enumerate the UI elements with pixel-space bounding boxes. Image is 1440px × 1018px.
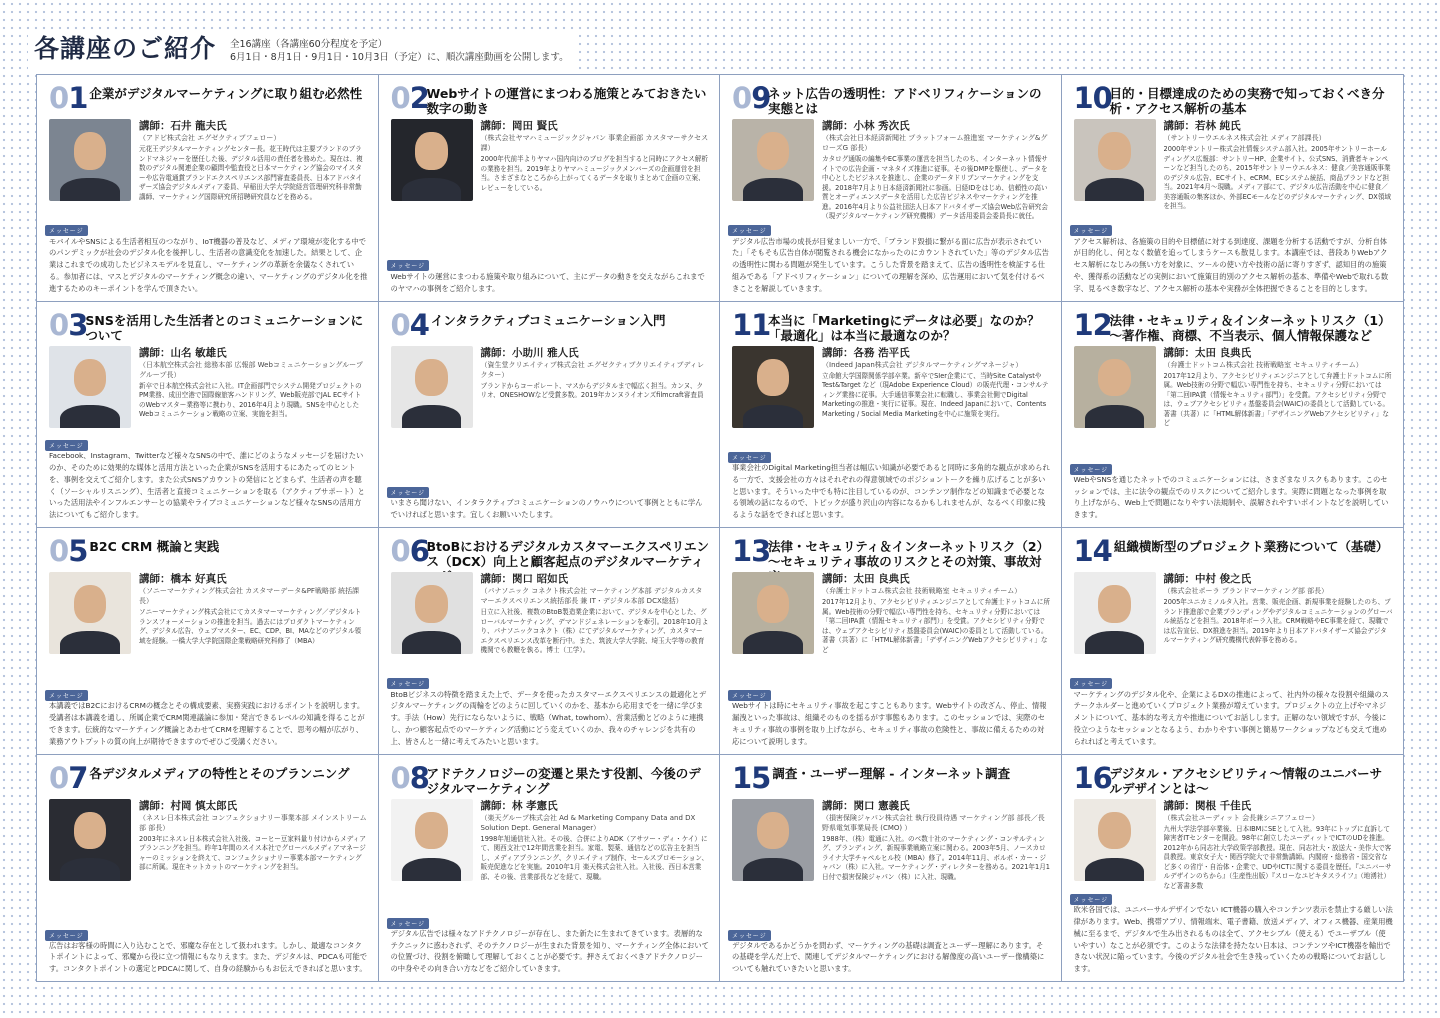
course-message: モバイルやSNSによる生活者相互のつながり、IoT機器の普及など、メディア環境が変化する中でのパンデミックが社会のデジタル化を後押しし、生活者の意識変化を加速した。結果として、企業はこれまでの成功したビジネスモデルを見直し、マーケティングの革新を余儀なくされている。参加者には、マスとデジタルのマーケティング概念の違い、マーケティングのデジタル化を推進するためのキーポイントを学んで頂きたい。 (49, 236, 368, 293)
course-message: いまさら聞けない、インタラクティブコミュニケーションのノウハウについて事例とともに学んでいければと思います。宜しくお願いいたします。 (390, 498, 703, 520)
lecturer-bio: カタログ通販の編集やEC事業の運営を担当したのち、インターネット情報サイトでの広告企画・マネタイズ推進に従事。その後DMPを駆使し、データを中心としたビジネスを推進し、企業のデータドリブンマーケティングを支援。2018年7月より日本経済新聞社に参画。日経IDをはじめ、信頼性の高い質とオーディエンスデータを活用した広告ビジネスやマーケティングを推進。2016年4月より公益社団法人日本アドバタイザーズ協会Web広告研究会（現デジタルマーケティング研究機構）データ活用委員会委員長に就任。 (822, 155, 1048, 220)
lecturer-name: 講師：山名 敏雄氏 (139, 346, 227, 359)
course-number: 01 (49, 81, 88, 115)
lecturer-info (822, 799, 1051, 883)
lecturer-bio: 2003年にネスレ日本株式会社入社後、コーヒー豆家料量り付けからメディアプランニングを担当。昨年1年間のスイス本社でグローバルメディアマネージャーのミッションを終えて、コンフェクショナリー事業本部マーケティング部に所属。現在キットカットのマーケティングを担当。 (139, 834, 366, 871)
lecturer-block (49, 572, 368, 654)
course-number: 05 (49, 534, 88, 568)
lecturer-photo (391, 119, 473, 201)
lecturer-info (822, 572, 1051, 655)
course-title: ネット広告の透明性：アドベリフィケーションの実態とは (768, 86, 1042, 116)
course-number: 15 (732, 760, 771, 795)
lecturer-block (391, 572, 710, 656)
lecturer-bio: 立命館大学国際関係学部卒業。新卒でSIer企業にて、当時Site CatalystやTest&Target など（現Adobe Experience Cloud）の販売代理・コンサルティング業務に従事。大手通信事業会社に転職し、事業会社側でDigital Marketingの推進・実行に従事。現在、Indeed Japanにおいて、Contents Marketing / Social Media Marketingを中心に施策を実行。 (822, 371, 1049, 418)
course-card (37, 755, 379, 982)
page-header (28, 34, 579, 70)
course-message: Facebook、Instagram、Twitterなど様々なSNSの中で、誰にどのようなメッセージを届けたいのか、そのために効果的な媒体と活用方法といった企業がSNSを活用するにあたってのヒントを、事例を交えてご紹介します。また公式SNSアカウントの発信にとどまらず、生活者の声を聴く（ソーシャルリスニング）、生活者と直接コミュニケーションを取る（アクティブサポート）といった活用法やインフルエンサーとの協業やライブコミュニケーションなど様々なSNSの活用方法についてもご紹介します。 (49, 451, 365, 520)
lecturer-info (1164, 346, 1394, 429)
course-card (720, 75, 1062, 302)
course-card (1062, 755, 1404, 982)
course-card (379, 528, 721, 755)
lecturer-name: 講師：橋本 好真氏 (139, 573, 227, 585)
message-label: メッセージ (1070, 678, 1113, 689)
lecturer-bio: 元花王デジタルマーケティングセンター長。花王時代は主要ブランドのブランドマネジャーを歴任した後、デジタル活用の責任者を務めた。現在は、複数のデジタル関連企業の顧問や監査役と日本マーケティング協会のマイスターや広告電通賞ブランドエクスペリエンス部門審査委員長、日本アドバタイザーズ協会デジタルメディア委員、早稲田大学大学院経営管理研究科非常勤講師、マーケティング国際研究所招聘研究員などを務める。 (139, 145, 363, 201)
lecturer-affiliation: （Indeed Japan株式会社 デジタルマーケティングマネージャ） (822, 360, 1023, 369)
course-title: BtoBにおけるデジタルカスタマーエクスペリエンス（DCX）向上と顧客起点のデジタルマーケティ (426, 539, 709, 569)
course-card (720, 528, 1062, 755)
schedule-note (230, 34, 569, 64)
lecturer-affiliation: （株式会社ポーラ ブランドマーケティング部 部長） (1163, 587, 1329, 595)
course-header (1074, 83, 1394, 117)
lecturer-bio: 新卒で日本航空株式会社に入社。IT企画部門でシステム開発プロジェクトのPM業務、成田空港で国際線旅客ハンドリング、Web販売部でJAL ECサイトのWebマスター業務等に携わり、2016年4月より現職。SNSを中心としたWebコミュニケーション戦略の立案、実施を担当。 (139, 381, 362, 418)
lecturer-block (732, 799, 1051, 883)
lecturer-bio: ブランドからコーポレート、マスからデジタルまで幅広く担当。カンヌ、クリオ、ONESHOWなど受賞多数。2019年カンヌライオンズfilmcraft審査員 (480, 381, 704, 399)
course-header (49, 760, 368, 797)
message-label: メッセージ (728, 225, 771, 236)
lecturer-name: 講師：各務 浩平氏 (822, 346, 910, 359)
lecturer-block (391, 119, 710, 201)
course-message: 事業会社のDigital Marketing担当者は幅広い知識が必要であると同時に多角的な観点が求められる一方で、支援会社の方々はそれぞれの得意領域でのポジショントークを繰り広げることが多いと思います。そういった中でも特に注目しているのが、コンテンツ制作などの知識まで必要となる領域の話になるので、トピックが盛り沢山の内容になるかもしれませんが、なるべく印象に残るような話をできればと思います。 (732, 463, 1050, 520)
course-message: アクセス解析は、各施策の目的や目標値に対する到達度、課題を分析する活動ですが、分析自体が目的化し、何となく数値を追ってしまうケースも散見します。本講座では、普段ありWebアクセス解析になじみの無い方を対象に、ツールの使い方や技術の話に寄りすぎず、認知目的の施策や、獲得系の活動などの実例において施策目的別のアクセス解析の基本、準備やWebで取れる数字、見るべき数字など、アクセス解析の基本や実務が全体把握できることを目的とします。 (1073, 236, 1389, 293)
lecturer-bio: ソニーマーケティング株式会社にてカスタマーマーケティング／デジタルトランスフォーメーションの推進を担当。過去にはプロダクトマーケティング、デジタル広告、ウェブマスター、EC、CDP、BI、MAなどのデジタル領域を経験。一橋大学大学院国際企業戦略研究科修了（MBA） (139, 608, 362, 645)
lecturer-affiliation: （パナソニック コネクト株式会社 マーケティング本部 デジタルカスタマーエクスペリエンス統括部長 兼 IT・デジタル本部 DCX総括） (480, 587, 703, 605)
course-header (1074, 536, 1394, 570)
course-message: デジタルであるかどうかを問わず、マーケティングの基礎は調査とユーザー理解にあります。その基礎を学んだ上で、関連してデジタルマーケティングにおける解像度の高いユーザー像構築についても触れていきたいと思います。 (732, 940, 1045, 974)
course-header (391, 536, 710, 570)
course-number: 08 (390, 760, 429, 795)
lecturer-affiliation: （資生堂クリエイティブ株式会社 エグゼクティブクリエイティブディレクター） (480, 360, 704, 379)
lecturer-info (1164, 572, 1394, 654)
course-header (49, 307, 368, 344)
lecturer-photo (49, 572, 131, 654)
lecturer-block (49, 119, 368, 202)
lecturer-affiliation: （弁護士ドットコム株式会社 技術戦略室 セキュリティチーム） (1163, 360, 1363, 369)
course-card (379, 75, 721, 302)
course-header (732, 83, 1051, 117)
course-message: 欧米各国では、ユニバーサルデザインでない ICT機器の購入やコンテンツ表示を禁止する厳しい法律があります。Web、携帯アプリ、情報端末、電子書籍、放送メディア、オフィス機器、産業用機械に至るまで、デジタルで生み出されるものは全て、アクセシブル（使える）でユーザブル（使いやすい）なことが必須です。このような法律を持たない日本は、コンテンツやICT機器を輸出できない状況に陥っています。今後のデジタル社会で生き残っていくための戦略についてお話しします。 (1073, 905, 1393, 974)
course-message: デジタル広告では様々なアドテクノロジーが存在し、また新たに生まれてきています。表層的なテクニックに惑わされず、そのテクノロジーが生まれた背景を知り、マーケティング全体においての位置づけ、役割を俯瞰して理解しておくことが必要です。押さえておくべきアドテクノロジーの中身やその向き合い方などをご紹介していきます。 (390, 928, 709, 974)
course-header (732, 536, 1051, 570)
page-title: 各講座のご紹介 (34, 34, 217, 63)
lecturer-info (139, 572, 368, 654)
course-title: 法律・セキュリティ＆インターネットリスク（2）～セキュリティ事故のリスクとその対策、事故対 (768, 539, 1050, 569)
lecturer-block (391, 346, 710, 428)
message-label: メッセージ (1070, 894, 1113, 905)
lecturer-photo (732, 572, 814, 654)
course-card (720, 755, 1062, 982)
lecturer-block (49, 346, 368, 428)
course-number: 12 (1073, 307, 1112, 342)
lecturer-photo (1074, 572, 1156, 654)
lecturer-photo (49, 119, 131, 201)
lecturer-block (391, 799, 710, 883)
lecturer-photo (1074, 799, 1156, 881)
course-title: アドテクノロジーの変遷と果たす役割、今後のデジタルマーケティング (426, 765, 701, 796)
lecturer-bio: 2005年ユニカミノルタ入社。営業、販売企画、新規事業を経験したのち、ブランド推進部で企業ブランディングやデジタルコミュニケーションのグローバル統括などを担当。2018年ポーラ入社。CRM戦略やEC事業を経て、現職では広告宣伝、DX推進を担当。2019年より日本アドバタイザーズ協会デジタルマーケティング研究機構代表幹事を務める。 (1163, 598, 1393, 644)
course-card (1062, 75, 1404, 302)
course-message: 本講義ではB2CにおけるCRMの概念とその構成要素、実務実践におけるポイントを説明します。受講者は本講義を通し、所属企業でCRM関連議論に参加・発言できるレベルの知識を得ることができます。伝統的なマーケティング概論とあわせてCRMを理解することで、思考の幅が広がり、業務アウトプットの質の向上が期待できますのでぜひご受講ください。 (49, 701, 365, 746)
course-number: 04 (390, 307, 429, 342)
lecturer-info (1164, 119, 1394, 212)
course-message: Webサイトは時にセキュリティ事故を起こすこともあります。Webサイトの改ざん、停止、情報漏洩といった事故は、組織そのものを揺るがす事態もあります。このセッションでは、実際のセキュリティ事故の事例を取り上げながら、セキュリティ事故の危険性と、事故に備えるための対応について説明します。 (732, 701, 1047, 746)
lecturer-bio: 1988年、（株）電通に入社。のべ数十社のマーケティング・コンサルティング、ブランディング、新規事業戦略立案に関わる。2003年5月、ノースカロライナ大学チャペルヒル校（MBA）修了。2014年11月、ボルボ・カー・ジャパン（株）に入社。マーケティング・ディレクターを務める。2021年1月1日付で損害保険ジャパン（株）に入社、現職。 (822, 834, 1050, 881)
course-card (720, 302, 1062, 529)
lecturer-affiliation: （株式会社ヤマハミュージックジャパン 事業企画部 カスタマーサクセス課） (480, 134, 709, 152)
course-number: 02 (390, 81, 429, 115)
lecturer-bio: 2000年サントリー株式会社情報システム部入社。2005年サントリーホールディングス広報部：サントリーHP、企業サイト、公式SNS、消費者キャンペーンなど担当したのち、2015年サントリーウエルネス：健食／美容通販事業のデジタル広告、ECサイト、eCRM、ECシステム統括、商品ブランドなど担当。2021年4月～現職。メディア部にて、デジタル広告活動を中心に健食／美容通販の集客ほか、外部ECモールなどのデジタルマーケティング、DX領域を担当。 (1163, 145, 1392, 210)
message-label: メッセージ (387, 260, 430, 271)
lecturer-affiliation: （日本航空株式会社 総務本部 広報部 Webコミュニケーショングループ グループ長） (139, 360, 363, 379)
course-number: 10 (1073, 81, 1112, 115)
course-number: 11 (732, 307, 771, 342)
release-dates: 6月1日・8月1日・9月1日・10月3日（予定）に、順次講座動画を公開します。 (230, 52, 569, 63)
course-grid (36, 74, 1404, 982)
lecturer-block (1074, 346, 1394, 429)
lecturer-photo (732, 346, 814, 428)
course-header (1073, 307, 1394, 344)
lecturer-name: 講師：関口 憲義氏 (822, 799, 910, 812)
course-header (732, 307, 1051, 344)
message-label: メッセージ (45, 690, 88, 701)
lecturer-name: 講師：小助川 雅人氏 (480, 346, 579, 359)
lecturer-photo (391, 346, 473, 428)
course-card (379, 755, 721, 982)
course-header (1073, 760, 1394, 797)
message-label: メッセージ (1070, 464, 1113, 475)
course-card (37, 528, 379, 755)
course-header (391, 83, 710, 117)
lecturer-affiliation: （弁護士ドットコム株式会社 技術戦略室 セキュリティチーム） (822, 587, 1022, 595)
lecturer-affiliation: （ソニーマーケティング株式会社 カスタマーデータ&PF戦略部 統括課長） (139, 587, 360, 605)
lecturer-block (732, 572, 1051, 655)
lecturer-photo (732, 119, 814, 201)
lecturer-photo (1074, 119, 1156, 201)
course-title: インタラクティブコミュニケーション入門 (430, 312, 666, 328)
lecturer-bio: 2017年12月より、アクセシビリティエンジニアとして弁護士ドットコムに所属。Web技術の分野で幅広い専門性を持ち、セキュリティ分野においては「第二回IPA賞（情報セキュリティ部門）」を受賞。アクセシビリティ分野では、ウェブアクセシビリティ基盤委員会(WAIC)の委員として活動している。著書（共著）に「HTML解体新書」「デザイニングWebアクセシビリティ」など (1163, 371, 1392, 427)
lecturer-block (732, 346, 1051, 428)
lecturer-block (1074, 119, 1394, 212)
lecturer-info (822, 346, 1051, 428)
course-message: デジタル広告市場の成長が目覚ましい一方で、「ブランド毀損に繋がる面に広告が表示されていた」「そもそも広告自体が閲覧される機会になかったのにカウントされていた」等のデジタル広告の透明性に関わる問題が発生しています。こうした背景を踏まえて、広告の透明性を検証する仕組みである「アドベリフィケーション」についての理解を深め、広告運用において気を付けるべきことを解説していきます。 (732, 236, 1049, 293)
lecturer-bio: 九州大学法学部卒業後、日本IBMにSEとして入社。93年にトップに直訴して障害者ITセンターを開設。98年に創立したユーディットでICTのUDを推進。2012年から同志社大学政策学部教授。現在、同志社大・放送大・美作大で客員教授。東京女子大・関西学院大で非常勤講師。内閣府・総務省・国交省など多くの省庁・自治体・企業で、UDやICTに関する委員を歴任。『ユニバーサルデザインのちから』（生産性出版）『スローなユビキタスライフ』（地湧社）など著書多数 (1163, 824, 1392, 890)
lecturer-bio: 1998年旭通信社入社。その後、合併によりADK（アサツー・ディ・ケイ）にて、関西支社で12年間営業を担当。家電、製薬、通信などの広告主を担当し、メディアプランニング、クリエイティブ制作、セールスプロモーション、販売促進などを実施。2010年1月 楽天株式会社入社。入社後、西日本営業部、その後、営業部長などを経て、現職。 (480, 834, 709, 881)
message-label: メッセージ (728, 930, 771, 941)
course-title: 本当に「Marketingにデータは必要」なのか？「最適化」は本当に最適なのか？ (768, 312, 1040, 343)
lecturer-info (139, 799, 368, 881)
message-label: メッセージ (728, 452, 771, 463)
course-title: Webサイトの運営にまつわる施策とみておきたい数字の動き (426, 86, 707, 116)
lecturer-affiliation: （ネスレ日本株式会社 コンフェクショナリー事業本部 メインストリーム部 部長） (139, 813, 367, 832)
message-label: メッセージ (45, 225, 88, 236)
course-message: マーケティングのデジタル化や、企業によるDXの推進によって、社内外の様々な役割や組織のステークホルダーと進めていくプロジェクト業務が増えています。プロジェクトの立上げやマネジメントについて、基本的な考え方や推進についてお話しします。正解のない領域ですが、今後に役立つようなセッションとなるよう、わかりやすい事例と簡易ワークショップなども交えて進められればと考えています。 (1073, 689, 1389, 746)
lecturer-name: 講師：岡田 賢氏 (480, 120, 558, 132)
course-number: 13 (732, 534, 771, 568)
course-message: Webサイトの運営にまつわる施策や取り組みについて、主にデータの動きを交えながらこれまでのヤマハの事例をご紹介します。 (390, 271, 705, 293)
lecturer-affiliation: （株式会社ユーディット 会長兼シニアフェロー） (1163, 813, 1319, 822)
message-label: メッセージ (728, 690, 771, 701)
course-title: 目的・目標達成のための実務で知っておくべき分析・アクセス解析の基本 (1109, 86, 1385, 116)
lecturer-info (481, 799, 710, 883)
message-label: メッセージ (45, 440, 88, 451)
lecturer-bio: 日立に入社後、複数のBtoB製造業企業において、デジタルを中心とした、グローバルマーケティング、デマンドジェネレーションを牽引。2018年10月より、パナソニックコネクト（株）にてデジタルマーケティング、カスタマーエクスペリエンス改革を断行中。また、筑波大学大学院、埼玉大学等の教育機関でも教鞭を執る。博士（工学）。 (480, 608, 709, 654)
lecturer-block (732, 119, 1051, 222)
course-message: BtoBビジネスの特徴を踏まえた上で、データを使ったカスタマーエクスペリエンスの最適化とデジタルマーケティングの両輪をどのように回していくのかを、基本から応用までを一緒に学びます。手法（How）先行にならないように、戦略（What, towhom）、営業活動とどのように連携し、かつ顧客起点でのマーケティング活動にどう変えていくのか、我々のチャレンジを共有の上、皆さんと一緒に考えてみたいと思います。 (390, 689, 707, 746)
lecturer-photo (1074, 346, 1156, 428)
lecturer-photo (391, 572, 473, 654)
course-title: デジタル・アクセシビリティ～情報のユニバーサルデザインとは～ (1109, 765, 1383, 796)
lecturer-name: 講師：若林 純氏 (1163, 120, 1241, 132)
lecturer-photo (49, 346, 131, 428)
course-number: 07 (49, 760, 88, 795)
lecturer-info (481, 572, 710, 656)
lecturer-name: 講師：太田 良典氏 (822, 573, 910, 585)
course-title: B2C CRM 概論と実践 (89, 539, 220, 554)
course-card (37, 302, 379, 529)
message-label: メッセージ (387, 678, 430, 689)
course-card (379, 302, 721, 529)
course-title: SNSを活用した生活者とのコミュニケーションについて (85, 312, 364, 343)
lecturer-name: 講師：太田 良典氏 (1163, 346, 1252, 359)
lecturer-photo (49, 799, 131, 881)
course-message: WebやSNSを通じたネットでのコミュニケーションには、さまざまなリスクもあります。このセッションでは、主に法令の観点でのリスクについてご紹介します。実際に問題となった事例を取り上げながら、Web上で問題になりやすい法規制や、誤解されやすいポイントなどを説明していきます。 (1073, 474, 1389, 520)
message-label: メッセージ (387, 487, 430, 498)
lecturer-affiliation: （損害保険ジャパン株式会社 執行役員待遇 マーケティング部 部長／長野県電気事業局長 (CMO) ） (822, 813, 1045, 832)
lecturer-name: 講師：林 孝憲氏 (480, 799, 558, 812)
lecturer-affiliation: （楽天グループ株式会社 Ad & Marketing Company Data and DX Solution Dept. General Manager） (480, 813, 696, 832)
lecturer-name: 講師：中村 俊之氏 (1163, 573, 1252, 585)
course-card (37, 75, 379, 302)
lecturer-affiliation: （株式会社日本経済新聞社 プラットフォーム推進室 マーケティング&グローズG 部長） (822, 134, 1048, 152)
message-label: メッセージ (387, 918, 430, 929)
lecturer-bio: 2017年12月より、アクセシビリティエンジニアとして弁護士ドットコムに所属。Web技術の分野で幅広い専門性を持ち、セキュリティ分野においては「第二回IPA賞（情報セキュリティ部門）」を受賞。アクセシビリティ分野では、ウェブアクセシビリティ基盤委員会(WAIC)の委員として活動している。著書（共著）に「HTML解体新書」「デザイニングWebアクセシビリティ」など (822, 598, 1051, 654)
course-number: 06 (390, 534, 429, 568)
course-number: 03 (49, 307, 88, 342)
course-title: 組織横断型のプロジェクト業務について（基礎） (1113, 539, 1389, 554)
course-header (49, 83, 368, 117)
course-title: 各デジタルメディアの特性とそのプランニング (89, 765, 350, 781)
course-number: 14 (1073, 534, 1112, 568)
course-header (390, 760, 710, 797)
lecturer-info (139, 119, 368, 202)
lecturer-info (481, 346, 710, 428)
lecturer-name: 講師：石井 龍夫氏 (139, 120, 227, 132)
lecturer-name: 講師：小林 秀次氏 (822, 120, 910, 132)
lecturer-info (481, 119, 710, 201)
lecturer-bio: 2000年代前半よりヤマハ国内向けのブログを担当すると同時にアクセス解析の業務を担当。2019年よりヤマハミュージックメンバーズの企画運営を担当。さまざまなところから上がってくるデータを取りまとめて企画の立案、レビューをしている。 (480, 155, 709, 192)
course-header (49, 536, 368, 570)
lecturer-name: 講師：関口 昭如氏 (480, 573, 569, 585)
lecturer-affiliation: （サントリーウエルネス株式会社 メディア部課長） (1163, 134, 1326, 142)
course-count: 全16講座（各講座60分程度を予定） (230, 39, 388, 50)
course-header (732, 760, 1051, 797)
course-number: 09 (732, 81, 771, 115)
lecturer-info (1164, 799, 1394, 892)
course-title: 企業がデジタルマーケティングに取り組む必然性 (89, 86, 363, 101)
lecturer-affiliation: （アドビ株式会社 エグゼクティブフェロー） (139, 134, 281, 142)
lecturer-name: 講師：関根 千佳氏 (1163, 799, 1252, 812)
lecturer-block (1074, 572, 1394, 654)
lecturer-photo (732, 799, 814, 881)
course-title: 法律・セキュリティ＆インターネットリスク（1）～著作権、商標、不当表示、個人情報保護など (1109, 312, 1391, 343)
course-header (390, 307, 710, 344)
course-card (1062, 302, 1404, 529)
course-card (1062, 528, 1404, 755)
lecturer-info (139, 346, 368, 428)
message-label: メッセージ (1070, 225, 1113, 236)
course-message: 広告はお客様の時間に入り込むことで、邪魔な存在として扱われます。しかし、最適なコンタクトポイントによって、邪魔から役に立つ情報にもなりえます。また、デジタルは、PDCAも可能です。コンタクトポイントの選定とPDCAに関して、自身の経験からもお伝えできればと思います。 (49, 940, 368, 974)
lecturer-info (822, 119, 1051, 222)
lecturer-name: 講師：村岡 慎太郎氏 (139, 799, 238, 812)
lecturer-block (49, 799, 368, 881)
course-title: 調査・ユーザー理解 - インターネット調査 (772, 765, 1011, 781)
lecturer-photo (391, 799, 473, 881)
lecturer-block (1074, 799, 1394, 892)
course-number: 16 (1073, 760, 1112, 795)
message-label: メッセージ (45, 930, 88, 941)
